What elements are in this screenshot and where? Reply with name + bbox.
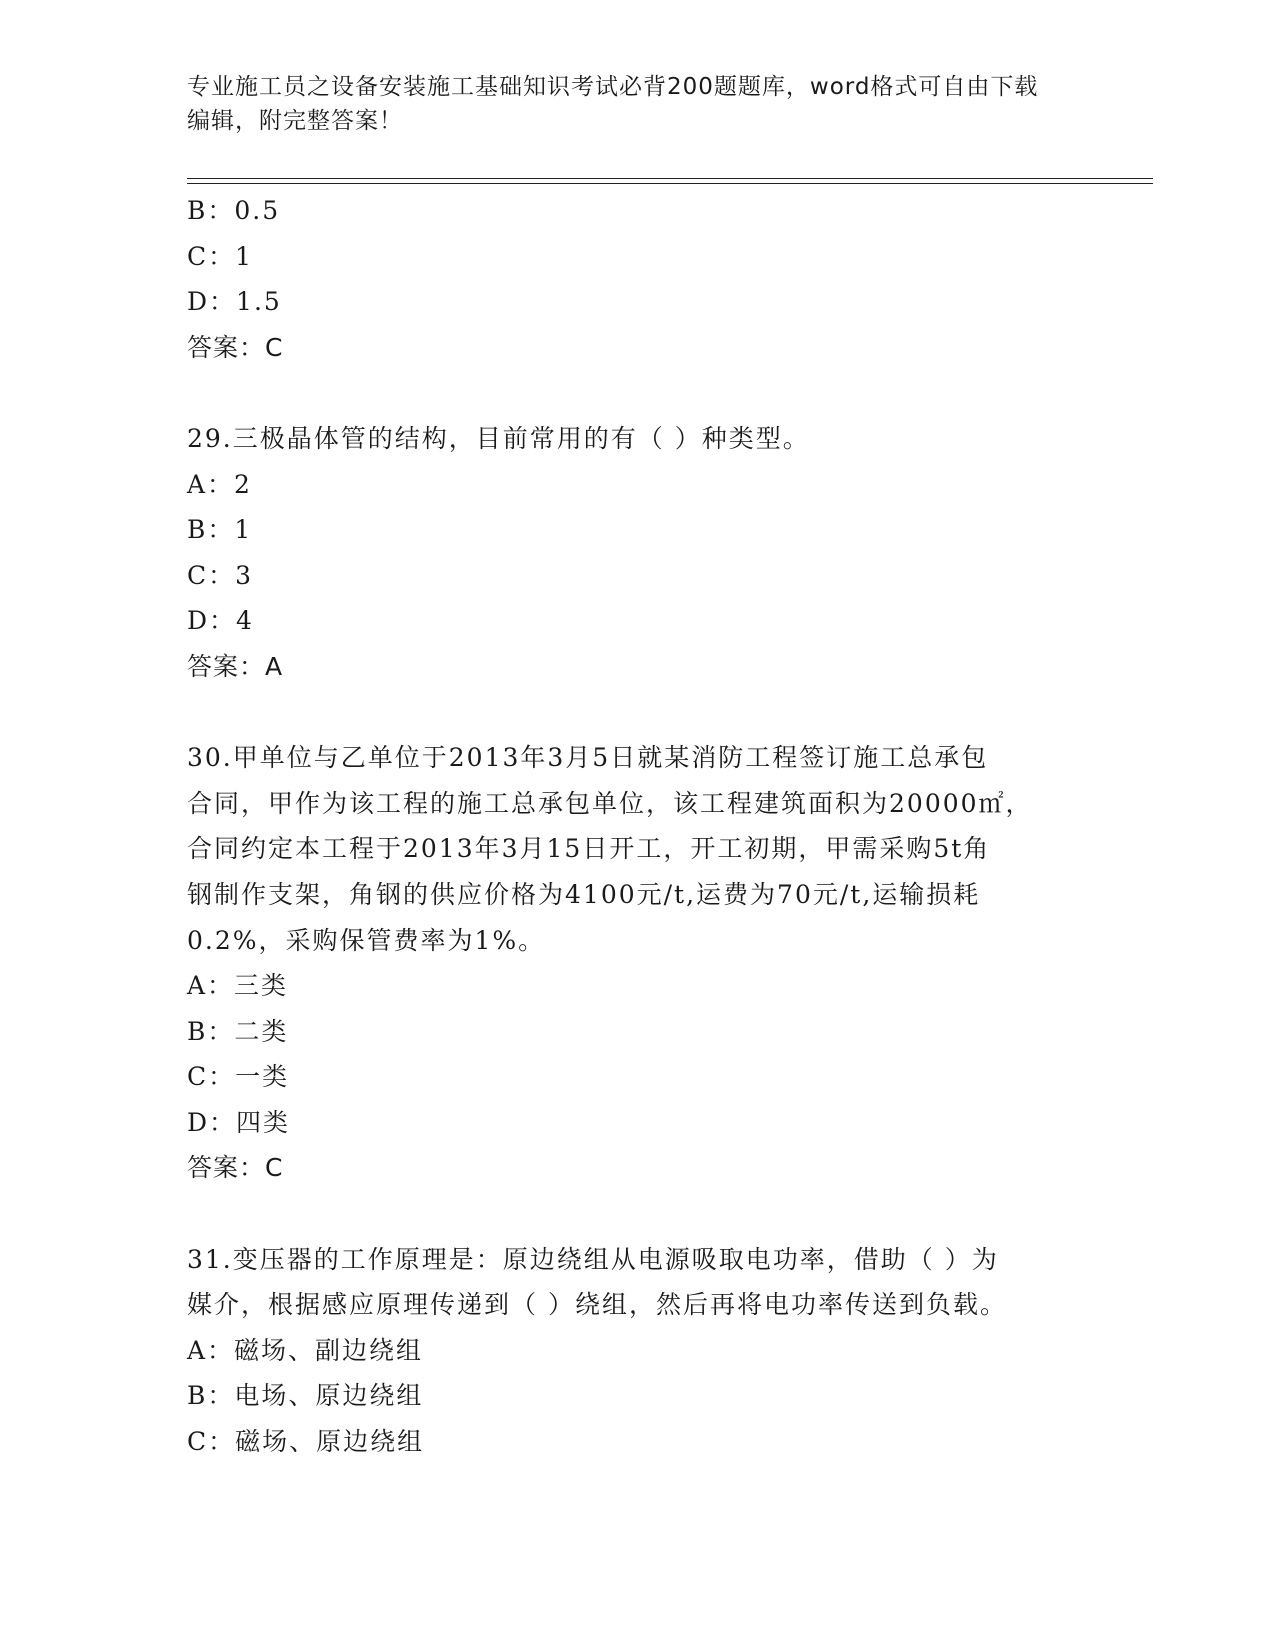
option-d: D：4 <box>187 606 254 636</box>
question-content <box>187 188 1087 1465</box>
question-stem: 媒介，根据感应原理传递到（ ）绕组，然后再将电功率传送到负载。 <box>187 1290 1007 1320</box>
answer: 答案：C <box>187 332 284 362</box>
option-b: B：0.5 <box>187 196 281 225</box>
header-divider-bottom <box>187 183 1153 184</box>
header-line-1: 专业施工员之设备安装施工基础知识考试必背200题题库，word格式可自由下载 <box>187 74 1039 100</box>
option-b: B：电场、原边绕组 <box>187 1381 424 1411</box>
question-29 <box>187 416 1087 690</box>
option-a: A：磁场、副边绕组 <box>187 1335 424 1365</box>
option-b: B：1 <box>187 515 253 545</box>
question-28 <box>187 188 1087 370</box>
header-line-2: 编辑，附完整答案！ <box>187 108 403 134</box>
question-stem: 钢制作支架，角钢的供应价格为4100元/t,运费为70元/t,运输损耗 <box>187 879 981 909</box>
option-b: B：二类 <box>187 1016 289 1046</box>
option-a: A：三类 <box>187 971 289 1001</box>
spacer <box>187 370 1087 416</box>
spacer <box>187 1191 1087 1237</box>
question-stem: 29.三极晶体管的结构，目前常用的有（ ）种类型。 <box>187 423 810 453</box>
option-c: C：3 <box>187 560 254 590</box>
question-stem: 合同，甲作为该工程的施工总承包单位，该工程建筑面积为20000㎡， <box>187 788 1033 818</box>
question-stem: 30.甲单位与乙单位于2013年3月5日就某消防工程签订施工总承包 <box>187 743 989 773</box>
question-stem: 31.变压器的工作原理是：原边绕组从电源吸取电功率，借助（ ）为 <box>187 1244 999 1274</box>
option-d: D：1.5 <box>187 287 282 317</box>
option-c: C：磁场、原边绕组 <box>187 1427 425 1457</box>
answer: 答案：A <box>187 651 284 681</box>
answer: 答案：C <box>187 1153 284 1183</box>
document-header <box>187 70 1067 138</box>
question-stem: 合同约定本工程于2013年3月15日开工，开工初期，甲需采购5t角 <box>187 834 991 864</box>
question-31 <box>187 1237 1087 1465</box>
spacer <box>187 690 1087 736</box>
question-30 <box>187 735 1087 1191</box>
option-c: C：一类 <box>187 1062 290 1092</box>
question-stem: 0.2%，采购保管费率为1%。 <box>187 925 546 955</box>
option-d: D：四类 <box>187 1107 291 1137</box>
option-c: C：1 <box>187 241 254 271</box>
option-a: A：2 <box>187 469 252 499</box>
header-divider-top <box>187 178 1153 179</box>
